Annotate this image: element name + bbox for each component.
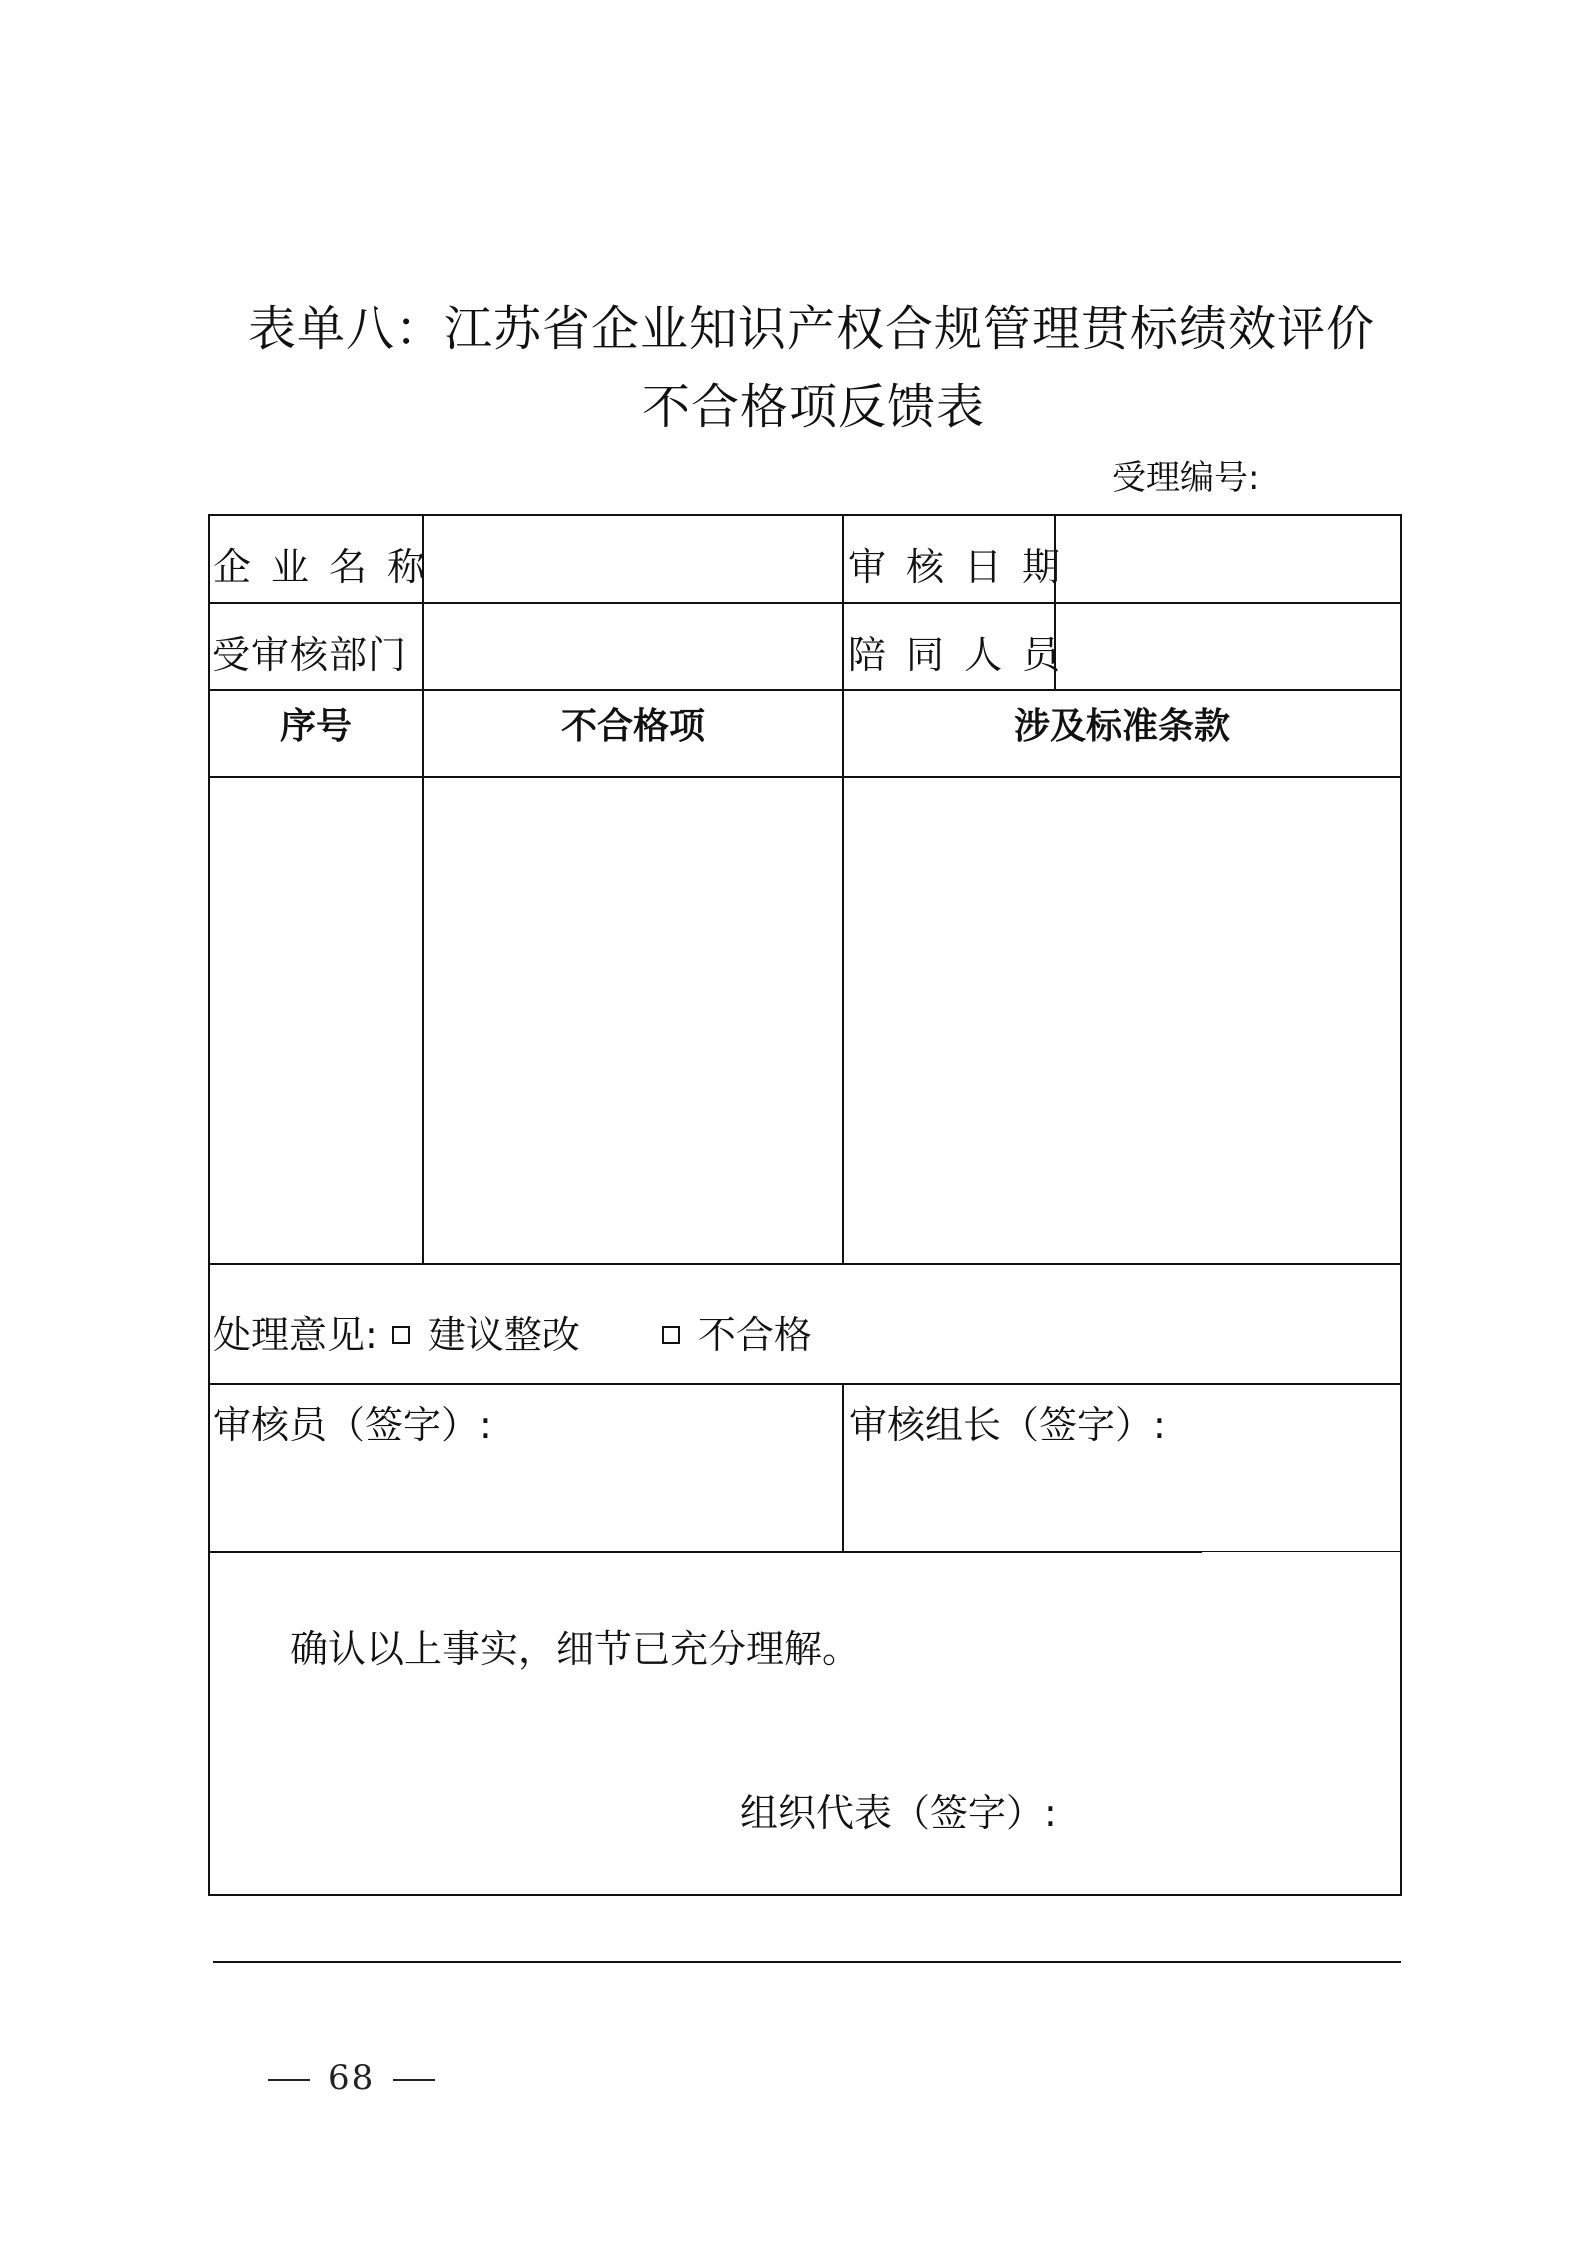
table-border-right — [1400, 514, 1402, 1896]
row-divider — [208, 1551, 1202, 1553]
company-name-label: 企业名称 — [213, 545, 446, 589]
row-divider — [208, 1263, 1402, 1265]
auditor-signature-label: 审核员（签字）: — [213, 1403, 492, 1447]
column-header-clause: 涉及标准条款 — [1013, 706, 1230, 747]
option-rectify-label: 建议整改 — [427, 1313, 580, 1357]
checkbox-rectify[interactable] — [392, 1326, 410, 1344]
form-title-line1: 表单八：江苏省企业知识产权合规管理贯标绩效评价 — [247, 301, 1375, 357]
confirmation-text: 确认以上事实，细节已充分理解。 — [290, 1627, 861, 1671]
option-fail-label: 不合格 — [697, 1313, 812, 1357]
org-representative-signature-field[interactable] — [1070, 1770, 1390, 1840]
clause-field[interactable] — [844, 778, 1400, 1263]
audit-date-label: 审核日期 — [848, 545, 1081, 589]
page-number — [250, 2058, 453, 2098]
seq-field[interactable] — [210, 778, 422, 1263]
nonconformity-field[interactable] — [424, 778, 842, 1263]
audited-department-field[interactable] — [424, 604, 842, 689]
lead-auditor-signature-field[interactable] — [844, 1440, 1400, 1550]
lead-auditor-signature-label: 审核组长（签字）: — [849, 1403, 1166, 1447]
handling-opinion-row — [213, 1304, 812, 1359]
org-representative-signature-label: 组织代表（签字）: — [740, 1791, 1057, 1835]
page-number-value: 68 — [328, 2058, 376, 2098]
handling-opinion-label: 处理意见: — [213, 1313, 378, 1357]
table-border-bottom — [208, 1894, 1402, 1896]
accompanying-staff-label: 陪同人员 — [848, 633, 1081, 677]
acceptance-number-label: 受理编号: — [1112, 458, 1260, 498]
checkbox-fail[interactable] — [662, 1326, 680, 1344]
row-divider — [208, 1383, 1402, 1385]
audit-date-field[interactable] — [1056, 516, 1400, 602]
page-dash-left — [268, 2079, 310, 2081]
row-divider — [1202, 1551, 1402, 1552]
company-name-field[interactable] — [424, 516, 842, 602]
form-title-line2: 不合格项反馈表 — [641, 379, 985, 435]
page-dash-right — [393, 2079, 435, 2081]
column-header-seq: 序号 — [279, 706, 352, 747]
footer-rule — [213, 1961, 1401, 1963]
accompanying-staff-field[interactable] — [1056, 604, 1400, 689]
row-divider — [208, 689, 1402, 691]
column-header-nonconformity: 不合格项 — [560, 706, 705, 747]
auditor-signature-field[interactable] — [210, 1440, 842, 1550]
audited-department-label: 受审核部门 — [212, 633, 408, 677]
